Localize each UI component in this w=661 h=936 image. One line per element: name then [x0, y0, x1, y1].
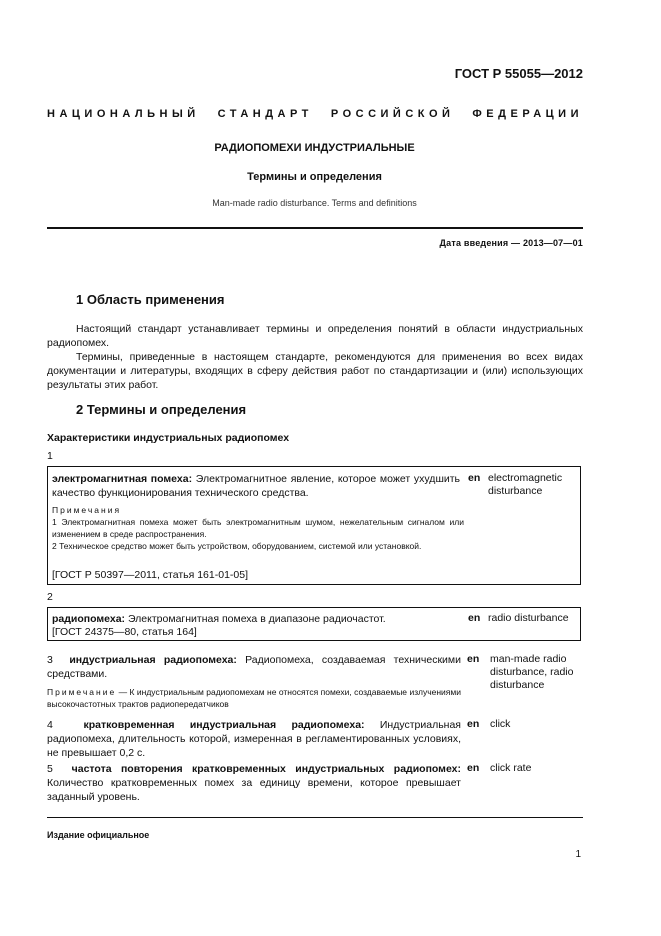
term-definition-text: Радиопомеха, создаваемая техническими средствами.	[47, 654, 461, 680]
term-entry-4	[47, 718, 461, 760]
en-marker: en	[468, 612, 481, 624]
english-term: click	[490, 718, 511, 730]
section-2-heading: 2 Термины и определения	[76, 402, 247, 417]
term-definition	[52, 612, 462, 626]
term-name: кратковременная индустриальная радиопомеха:	[83, 719, 365, 731]
english-term: man-made radio disturbance, radio disturbance	[490, 653, 574, 691]
note-item: 2 Техническое средство может быть устройством, оборудованием, системой или установкой.	[52, 541, 422, 551]
term-name: индустриальная радиопомеха:	[69, 654, 237, 666]
term-name: радиопомеха:	[52, 613, 126, 625]
note-text: — К индустриальным радиопомехам не относятся помехи, создаваемые излучениями высокочастотных трактов радиопередатчиков	[47, 687, 461, 709]
term-notes	[52, 504, 464, 552]
term-definition-text: Индустриальная радиопомеха, длительность которой, измеренная в регламентированных условиях, не превышает 0,2 с.	[47, 719, 461, 759]
term-number: 1	[47, 450, 53, 462]
subsection-heading: Характеристики индустриальных радиопомех	[47, 432, 290, 444]
en-marker: en	[468, 472, 481, 484]
term-box-1	[47, 466, 581, 585]
english-term: radio disturbance	[488, 612, 569, 624]
term-number: 4	[47, 719, 53, 731]
term-definition	[52, 472, 460, 500]
term-entry-3	[47, 653, 461, 681]
banner-word: ФЕДЕРАЦИИ	[472, 108, 583, 120]
english-term: click rate	[490, 762, 532, 774]
term-source: [ГОСТ Р 50397—2011, статья 161-01-05]	[52, 569, 248, 581]
term-name: электромагнитная помеха:	[52, 473, 193, 485]
english-term: electromagnetic disturbance	[488, 472, 563, 497]
en-marker: en	[467, 762, 480, 774]
section-1-paragraph: Настоящий стандарт устанавливает термины и определения понятий в области индустриальных радиопомех.	[47, 323, 583, 349]
page-number: 1	[575, 849, 581, 860]
section-1-paragraph: Термины, приведенные в настоящем стандарте, рекомендуются для применения во всех видах документации и литературы, входящих в сферу действия работ по стандартизации и (или) использующих результаты этих работ.	[47, 351, 583, 391]
note-heading: Примечание	[47, 687, 117, 697]
term-number: 2	[47, 591, 53, 603]
banner-word: НАЦИОНАЛЬНЫЙ	[47, 108, 200, 120]
term-number: 5	[47, 763, 53, 775]
term-entry-5	[47, 762, 461, 804]
term-number: 3	[47, 654, 53, 666]
official-edition-label: Издание официальное	[47, 830, 150, 840]
notes-heading: Примечания	[52, 505, 122, 515]
introduction-date: Дата введения — 2013—07—01	[439, 238, 583, 248]
en-marker: en	[467, 718, 480, 730]
document-code: ГОСТ Р 55055—2012	[454, 66, 583, 81]
section-1-body	[47, 322, 583, 392]
term-box-2	[47, 607, 581, 641]
header-divider	[47, 227, 583, 229]
banner-word: СТАНДАРТ	[217, 108, 313, 120]
term-note	[47, 686, 461, 710]
document-title: РАДИОПОМЕХИ ИНДУСТРИАЛЬНЫЕ	[214, 142, 415, 154]
en-marker: en	[467, 653, 480, 665]
document-subtitle: Термины и определения	[247, 171, 382, 183]
term-definition-text: Количество кратковременных помех за единицу времени, которое превышает заданный уровень.	[47, 777, 461, 803]
banner-word: РОССИЙСКОЙ	[330, 108, 455, 120]
term-source: [ГОСТ 24375—80, статья 164]	[52, 626, 197, 638]
term-name: частота повторения кратковременных индустриальных радиопомех:	[71, 763, 461, 775]
note-item: 1 Электромагнитная помеха может быть электромагнитным шумом, нежелательным сигналом или изменением в среде распространения.	[52, 517, 464, 539]
document-title-english: Man-made radio disturbance. Terms and definitions	[212, 198, 417, 208]
footer-divider	[47, 817, 583, 818]
term-definition-text: Электромагнитное явление, которое может ухудшить качество функционирования технического средства.	[52, 473, 461, 499]
section-1-heading: 1 Область применения	[76, 292, 225, 307]
term-definition-text: Электромагнитная помеха в диапазоне радиочастот.	[125, 613, 386, 625]
national-standard-banner	[47, 108, 583, 120]
